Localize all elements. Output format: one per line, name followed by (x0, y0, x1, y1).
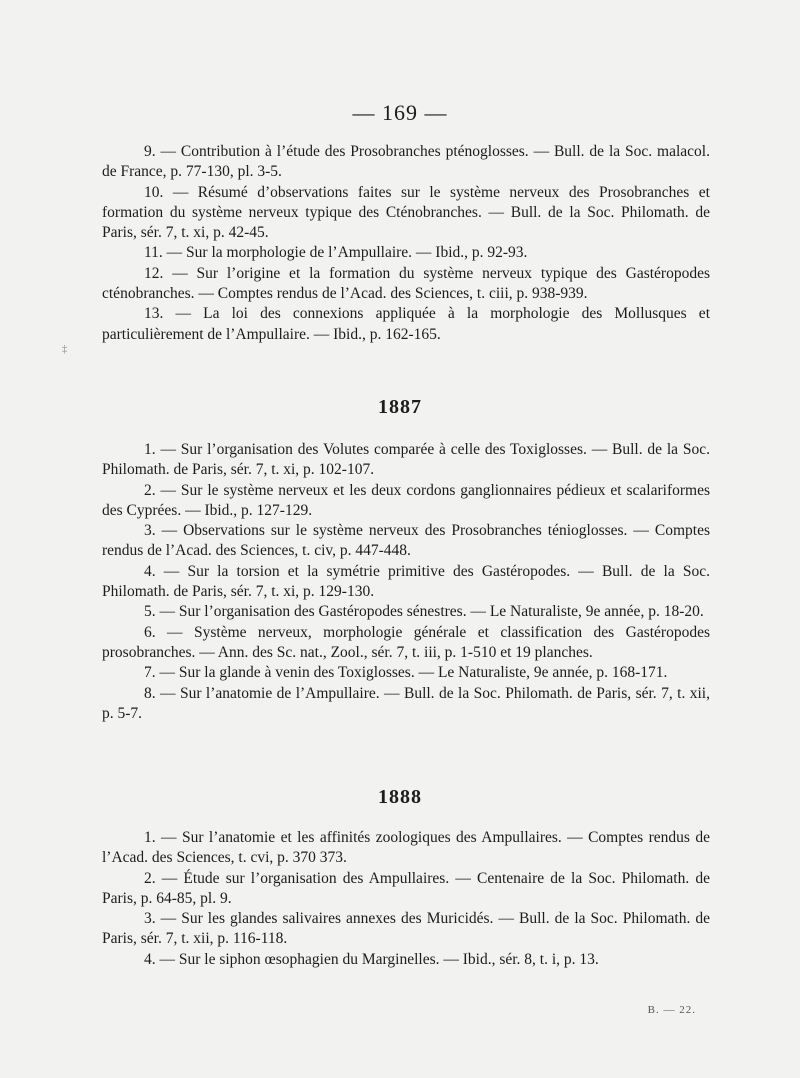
margin-mark: ‡ (62, 344, 67, 355)
bibliography-entry: 12. — Sur l’origine et la formation du système nerveux typique des Gastéropodes cténobranches. — Comptes rendus de l’Acad. des Sciences, t. ciii, p. 938-939. (102, 264, 710, 303)
bibliography-entry: 1. — Sur l’anatomie et les affinités zoologiques des Ampullaires. — Comptes rendus de l’Acad. des Sciences, t. cvi, p. 370 373. (102, 829, 710, 867)
section-top-entries (102, 142, 710, 345)
bibliography-entry: 2. — Sur le système nerveux et les deux cordons ganglionnaires pédieux et scalariformes des Cyprées. — Ibid., p. 127-129. (102, 481, 710, 519)
bibliography-entry: 2. — Étude sur l’organisation des Ampullaires. — Centenaire de la Soc. Philomath. de Paris, p. 64-85, pl. 9. (102, 869, 710, 907)
bibliography-entry: 5. — Sur l’organisation des Gastéropodes sénestres. — Le Naturaliste, 9e année, p. 18-20. (144, 603, 704, 621)
bibliography-entry: 9. — Contribution à l’étude des Prosobranches pténoglosses. — Bull. de la Soc. malacol. de France, p. 77-130, pl. 3-5. (102, 143, 710, 181)
bibliography-entry: 7. — Sur la glande à venin des Toxiglosses. — Le Naturaliste, 9e année, p. 168-171. (144, 664, 668, 682)
bibliography-entry: 8. — Sur l’anatomie de l’Ampullaire. — Bull. de la Soc. Philomath. de Paris, sér. 7, t. xii, p. 5-7. (102, 684, 710, 722)
bibliography-entry: 11. — Sur la morphologie de l’Ampullaire. — Ibid., p. 92-93. (144, 244, 528, 262)
section-1887-entries (102, 440, 710, 724)
bibliography-entry: 13. — La loi des connexions appliquée à la morphologie des Mollusques et particulièrement de l’Ampullaire. — Ibid., p. 162-165. (102, 305, 710, 343)
bibliography-entry: 3. — Sur les glandes salivaires annexes des Muricidés. — Bull. de la Soc. Philomath. de Paris, sér. 7, t. xii, p. 116-118. (102, 910, 710, 948)
bibliography-entry: 1. — Sur l’organisation des Volutes comparée à celle des Toxiglosses. — Bull. de la Soc. Philomath. de Paris, sér. 7, t. xi, p. 102-107. (102, 441, 710, 479)
bibliography-entry: 4. — Sur la torsion et la symétrie primitive des Gastéropodes. — Bull. de la Soc. Philomath. de Paris, sér. 7, t. xi, p. 129-130. (102, 562, 710, 601)
page-number: — 169 — (352, 100, 448, 125)
bibliography-entry: 6. — Système nerveux, morphologie générale et classification des Gastéropodes prosobranches. — Ann. des Sc. nat., Zool., sér. 7, t. iii, p. 1-510 et 19 planches. (102, 623, 710, 661)
bibliography-entry: 10. — Résumé d’observations faites sur le système nerveux des Prosobranches et formation du système nerveux typique des Cténobranches. — Bull. de la Soc. Philomath. de Paris, sér. 7, t. xi, p. 42-45. (102, 183, 710, 242)
bibliography-entry: 4. — Sur le siphon œsophagien du Marginelles. — Ibid., sér. 8, t. i, p. 13. (144, 950, 599, 968)
year-heading-1888: 1888 (378, 786, 422, 808)
bibliography-entry: 3. — Observations sur le système nerveux des Prosobranches ténioglosses. — Comptes rendus de l’Acad. des Sciences, t. civ, p. 447-448. (102, 522, 710, 560)
section-1888-entries (102, 828, 710, 970)
year-heading-1887: 1887 (378, 396, 422, 418)
signature-mark: B. — 22. (647, 1004, 696, 1016)
